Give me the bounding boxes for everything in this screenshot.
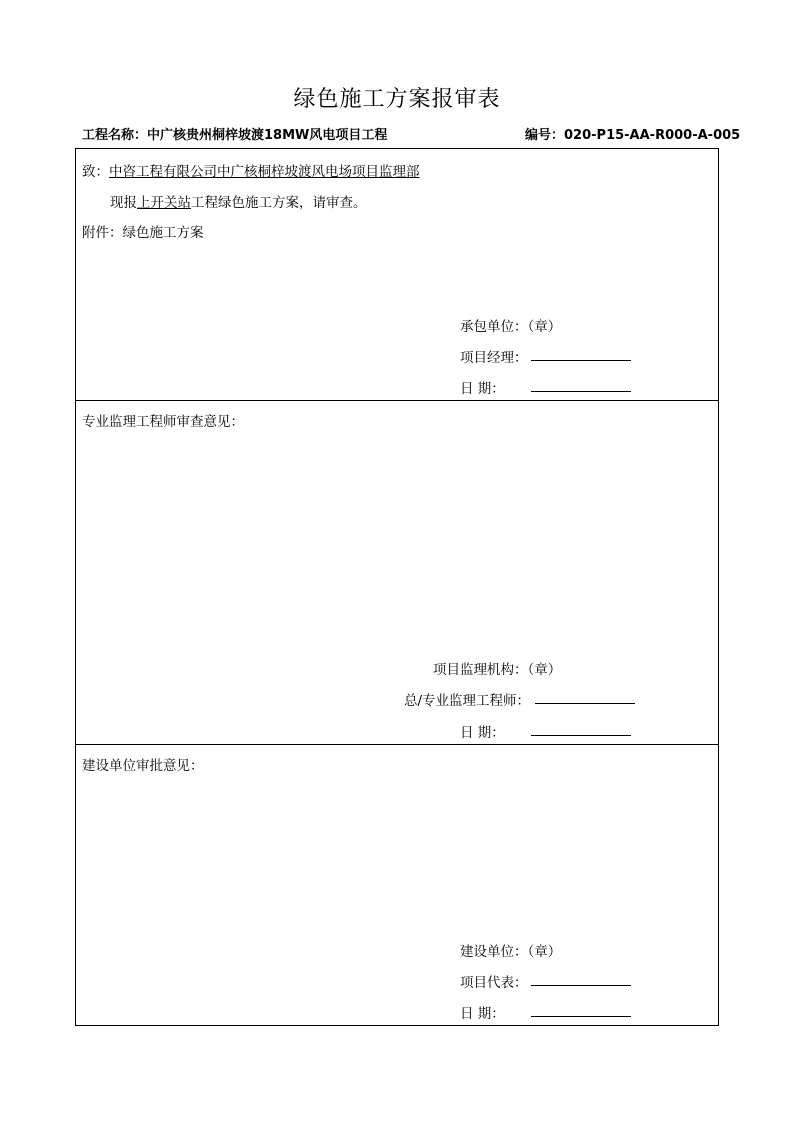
addressee-row — [82, 160, 420, 180]
supervision-date-line[interactable] — [531, 735, 631, 736]
supervisor-opinion-heading: 专业监理工程师审查意见： — [82, 414, 244, 430]
project-manager-signature-line[interactable] — [531, 360, 631, 361]
supervision-org-seal-label: 项目监理机构：（章） — [433, 662, 562, 678]
contractor-date-label: 日 期： — [460, 381, 505, 397]
page-title: 绿色施工方案报审表 — [293, 87, 501, 112]
owner-date-label: 日 期： — [460, 1006, 505, 1022]
owner-representative-label: 项目代表： — [460, 975, 528, 991]
addressee-label: 致： — [82, 164, 109, 180]
owner-opinion-heading: 建设单位审批意见： — [82, 758, 204, 774]
project-manager-label: 项目经理： — [460, 350, 528, 366]
attachment-line: 附件：绿色施工方案 — [82, 225, 204, 241]
submission-statement — [110, 191, 367, 211]
section-divider — [76, 400, 718, 401]
contractor-date-line[interactable] — [531, 391, 631, 392]
owner-date-line[interactable] — [531, 1016, 631, 1017]
addressee-value: 中咨工程有限公司中广核桐梓坡渡风电场项目监理部 — [109, 164, 420, 180]
supervision-engineer-signature-line[interactable] — [535, 703, 635, 704]
supervision-engineer-label: 总/专业监理工程师： — [404, 693, 531, 709]
code-label: 编号： — [525, 128, 565, 143]
contractor-seal-label: 承包单位：（章） — [460, 319, 562, 335]
code-value: 020-P15-AA-R000-A-005 — [564, 128, 741, 143]
submission-scope: 上开关站 — [137, 195, 191, 211]
submission-prefix: 现报 — [110, 195, 137, 211]
owner-representative-signature-line[interactable] — [531, 985, 631, 986]
section-divider — [76, 744, 718, 745]
project-name-row — [82, 124, 387, 143]
submission-suffix: 工程绿色施工方案，请审查。 — [191, 195, 367, 211]
review-form-table — [75, 148, 719, 1026]
project-label: 工程名称： — [82, 128, 148, 143]
supervision-date-label: 日 期： — [460, 725, 505, 741]
project-name: 中广核贵州桐梓坡渡18MW风电项目工程 — [147, 128, 388, 143]
document-code-row — [525, 124, 740, 143]
owner-seal-label: 建设单位：（章） — [460, 944, 562, 960]
